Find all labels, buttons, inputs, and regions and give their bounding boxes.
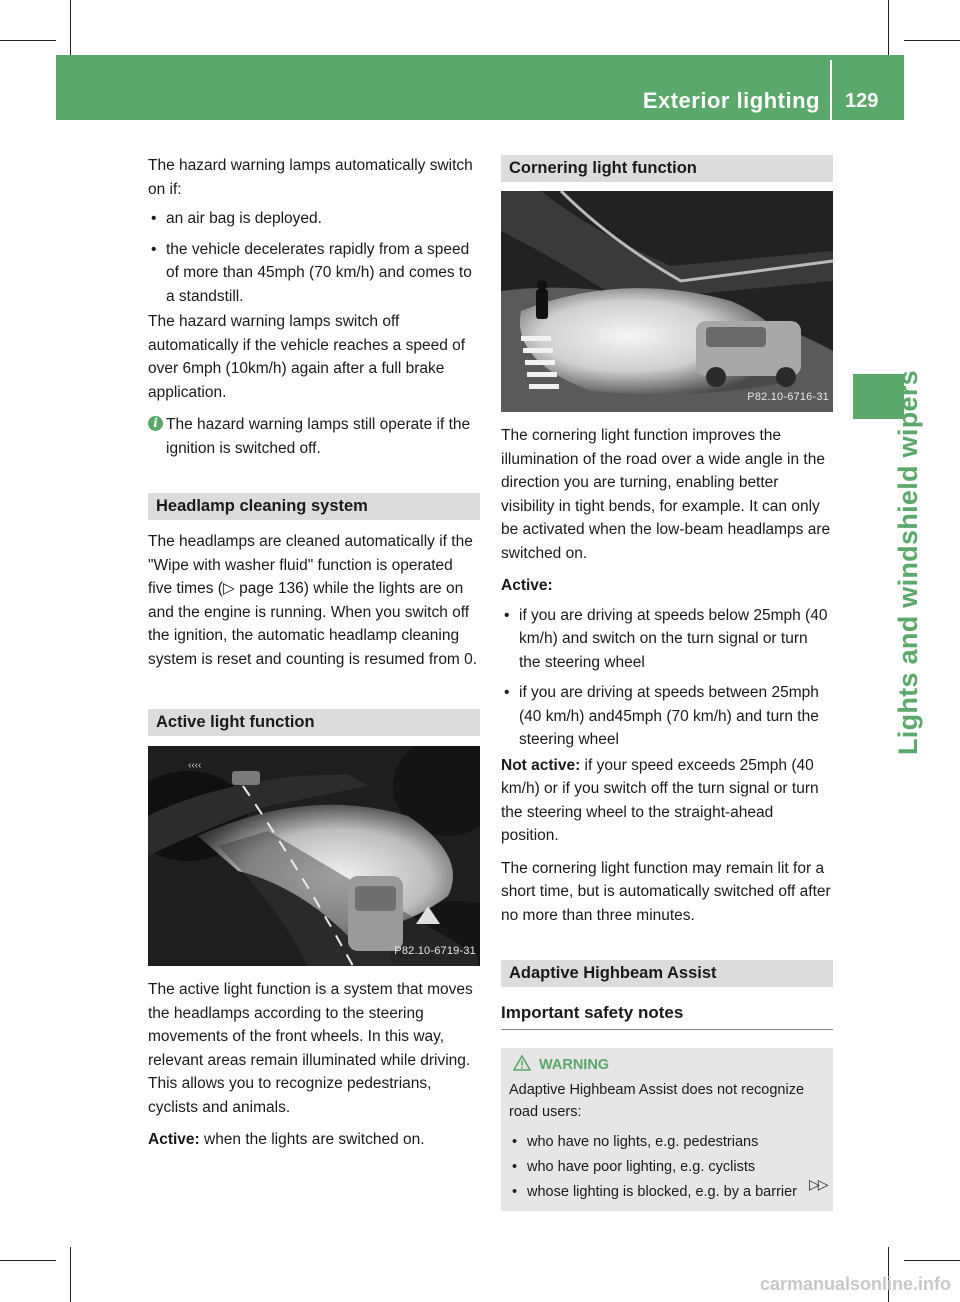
crop-mark bbox=[0, 1260, 56, 1261]
list-item: • who have poor lighting, e.g. cyclists bbox=[509, 1156, 825, 1178]
info-note bbox=[148, 413, 480, 460]
list-item: • an air bag is deployed. bbox=[148, 207, 480, 231]
info-note-text: The hazard warning lamps still operate if the ignition is switched off. bbox=[166, 416, 471, 457]
crop-mark bbox=[904, 40, 960, 41]
warning-text: Adaptive Highbeam Assist does not recognize road users: bbox=[509, 1081, 805, 1120]
right-column bbox=[501, 155, 833, 1211]
list-item: • the vehicle decelerates rapidly from a speed of more than 45mph (70 km/h) and comes to a standstill. bbox=[148, 238, 480, 309]
warning-box bbox=[501, 1048, 833, 1211]
cornering-active-label: Active: bbox=[501, 577, 553, 594]
section-title: Exterior lighting bbox=[642, 88, 820, 113]
headlamp-cleaning-text: The headlamps are cleaned automatically if the "Wipe with washer fluid" function is operated five times (▷ page 136) while the lights are on and the engine is running. When you switch off the ignition, the automatic headlamp cleaning system is reset and counting is resumed from 0. bbox=[148, 533, 478, 668]
crop-mark bbox=[70, 0, 71, 55]
adaptive-highbeam-heading: Adaptive Highbeam Assist bbox=[501, 960, 833, 987]
active-light-scene bbox=[148, 746, 480, 966]
active-light-illustration bbox=[148, 746, 480, 966]
list-item: • whose lighting is blocked, e.g. by a barrier bbox=[509, 1181, 825, 1203]
warning-title: WARNING bbox=[539, 1056, 610, 1073]
headlamp-cleaning-heading: Headlamp cleaning system bbox=[148, 493, 480, 520]
active-text: when the lights are switched on. bbox=[199, 1131, 425, 1148]
crop-mark bbox=[0, 40, 56, 41]
list-item: • who have no lights, e.g. pedestrians bbox=[509, 1131, 825, 1153]
crop-mark bbox=[888, 0, 889, 55]
active-label: Active: bbox=[148, 1131, 200, 1148]
cornering-remain-lit: The cornering light function may remain lit for a short time, but is automatically switched off after no more than three minutes. bbox=[501, 859, 831, 924]
hazard-switch-off: The hazard warning lamps switch off automatically if the vehicle reaches a speed of over 6mph (10km/h) again after a full brake application. bbox=[148, 313, 466, 401]
image-caption: P82.10-6719-31 bbox=[394, 944, 476, 957]
footer-watermark: carmanualsonline.info bbox=[760, 1274, 952, 1294]
crop-mark bbox=[904, 1260, 960, 1261]
header-divider bbox=[830, 60, 832, 120]
warning-triangle-icon bbox=[513, 1055, 531, 1071]
image-caption: P82.10-6716-31 bbox=[747, 390, 829, 403]
list-item: • if you are driving at speeds below 25mph (40 km/h) and switch on the turn signal or turn the steering wheel bbox=[501, 604, 833, 675]
svg-text:‹‹‹‹: ‹‹‹‹ bbox=[188, 760, 202, 771]
cornering-light-scene bbox=[501, 191, 833, 412]
active-light-active bbox=[148, 1128, 480, 1152]
cornering-not-active bbox=[501, 754, 833, 848]
continued-indicator: ▷▷ bbox=[809, 1176, 827, 1192]
active-light-heading: Active light function bbox=[148, 709, 480, 736]
crop-mark bbox=[70, 1247, 71, 1302]
left-column bbox=[148, 154, 480, 1152]
not-active-text: if your speed exceeds 25mph (40 km/h) or if you switch off the turn signal or turn the steering wheel to the straight-ahead position. bbox=[501, 756, 819, 844]
list-item: • if you are driving at speeds between 25mph (40 km/h) and45mph (70 km/h) and turn the steering wheel bbox=[501, 681, 833, 752]
not-active-label: Not active: bbox=[501, 756, 581, 774]
safety-notes-subheading: Important safety notes bbox=[501, 1001, 833, 1030]
page-number: 129 bbox=[845, 90, 879, 112]
cornering-light-text: The cornering light function improves the illumination of the road over a wide angle in the direction you are turning, enabling better visibility in tight bends, for example. It can only be activated when the low-beam headlamps are switched on. bbox=[501, 427, 831, 562]
warning-title-row bbox=[509, 1054, 825, 1076]
cornering-light-illustration bbox=[501, 191, 833, 412]
cornering-light-heading: Cornering light function bbox=[501, 155, 833, 182]
active-light-text: The active light function is a system that moves the headlamps according to the steering movements of the front wheels. In this way, relevant areas remain illuminated while driving. This allows you to recognize pedestrians, cyclists and animals. bbox=[148, 981, 473, 1116]
info-icon: i bbox=[148, 416, 163, 431]
chapter-label: Lights and windshield wipers bbox=[893, 370, 923, 755]
hazard-intro: The hazard warning lamps automatically switch on if: bbox=[148, 157, 473, 198]
